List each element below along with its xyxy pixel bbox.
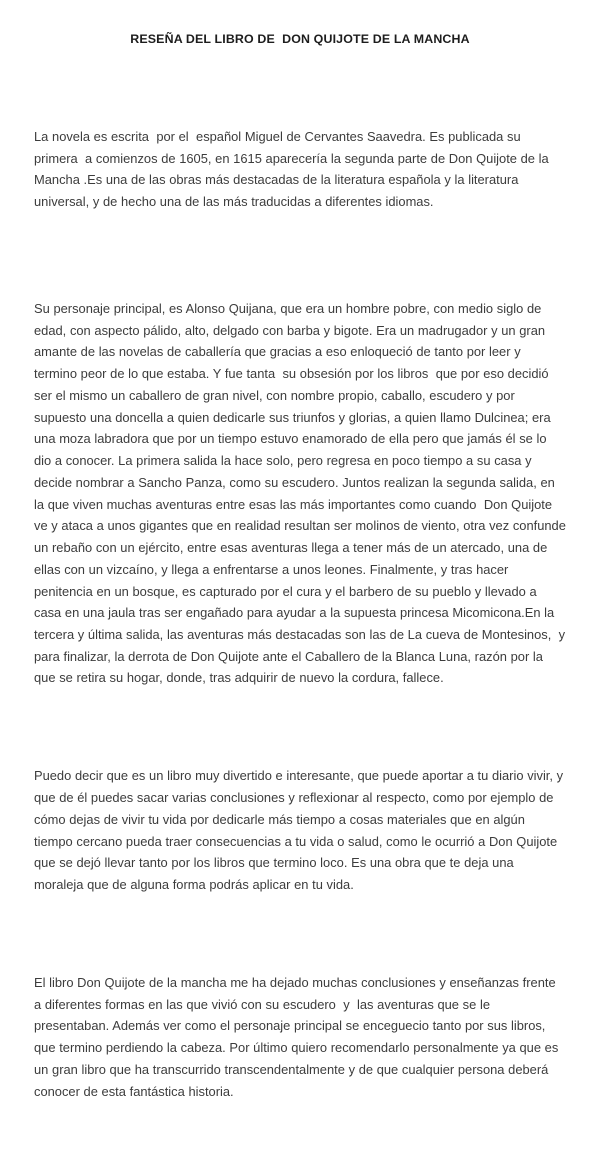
page-title: RESEÑA DEL LIBRO DE DON QUIJOTE DE LA MANCHA	[130, 32, 470, 46]
paragraph-plot-summary: Su personaje principal, es Alonso Quijana, que era un hombre pobre, con medio siglo de edad, con aspecto pálido, alto, delgado con barba y bigote. Era un madrugador y un gran amante de las novelas de caballería que gracias a eso enloqueció de tanto por leer y termino peor de lo que estaba. Y fue tanta su obsesión por los libros que por eso decidió ser el mismo un caballero de gran nivel, con nombre propio, caballo, escudero y por supuesto una doncella a quien dedicarle sus triunfos y glorias, a quien llamo Dulcinea; era una moza labradora que por un tiempo estuvo enamorado de ella pero que jamás él se lo dio a conocer. La primera salida la hace solo, pero regresa en poco tiempo a su casa y decide nombrar a Sancho Panza, como su escudero. Juntos realizan la segunda salida, en la que viven muchas aventuras entre esas las más importantes como cuando Don Quijote ve y ataca a unos gigantes que en realidad resultan ser molinos de viento, otra vez confunde un rebaño con un ejército, entre esas aventuras llega a tener más de un atercado, una de ellas con un vizcaíno, y llega a enfrentarse a unos leones. Finalmente, y tras hacer penitencia en un bosque, es capturado por el cura y el barbero de su pueblo y llevado a casa en una jaula tras ser engañado para ayudar a la supuesta princesa Micomicona.En la tercera y última salida, las aventuras más destacadas son las de La cueva de Montesinos, y para finalizar, la derrota de Don Quijote ante el Caballero de la Blanca Luna, razón por la que se retira su hogar, donde, tras adquirir de nuevo la cordura, fallece.	[34, 300, 570, 686]
paragraph-intro: La novela es escrita por el español Miguel de Cervantes Saavedra. Es publicada su primera a comienzos de 1605, en 1615 aparecería la segunda parte de Don Quijote de la Mancha .Es una de las obras más destacadas de la literatura española y la literatura universal, y de hecho una de las más traducidas a diferentes idiomas.	[34, 128, 553, 210]
paragraph-recommendation: El libro Don Quijote de la mancha me ha dejado muchas conclusiones y enseñanzas frente a diferentes formas en las que vivió con su escudero y las aventuras que se le presentaban. Además ver como el personaje principal se enceguecio tanto por sus libros, que termino perdiendo la cabeza. Por último quiero recomendarlo personalmente ya que es un gran libro que ha transcurrido transcendentalmente y de que cualquier persona deberá conocer de esta fantástica historia.	[34, 974, 562, 1099]
paragraph-personal-opinion: Puedo decir que es un libro muy divertido e interesante, que puede aportar a tu diario vivir, y que de él puedes sacar varias conclusiones y reflexionar al respecto, como por ejemplo de cómo dejas de vivir tu vida por dedicarle más tiempo a cosas materiales que en algún tiempo cercano pueda traer consecuencias a tu vida o salud, como le ocurrió a Don Quijote que se dejó llevar tanto por los libros que termino loco. Es una obra que te deja una moraleja que de alguna forma podrás aplicar en tu vida.	[34, 768, 567, 893]
document-body	[34, 61, 570, 1168]
